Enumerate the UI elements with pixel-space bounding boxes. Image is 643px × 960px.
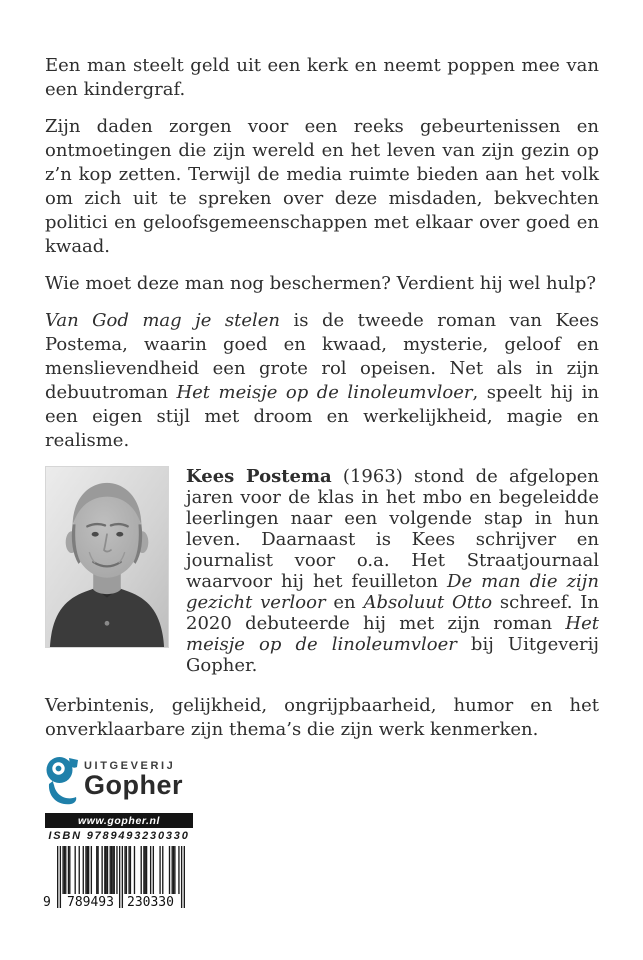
publisher-names <box>84 756 183 801</box>
author-portrait-illustration <box>46 467 168 647</box>
synopsis-paragraph-2: Zijn daden zorgen voor een reeks gebeurtenissen en ontmoetingen die zijn wereld en het leven van zijn gezin op z’n kop zetten. Terwijl de media ruimte bieden aan het volk om zich uit te spreken over deze misdaden, bekvechten politici en geloofsgemeenschappen met elkaar over goed en kwaad. <box>45 116 599 257</box>
barcode-right-digits: 230330 <box>127 895 174 910</box>
synopsis-text: is de tweede roman van Kees Postema, waarin goed en kwaad, mysterie, geloof en menslievendheid een grote rol opeisen. Net als in zijn debuutroman <box>45 310 600 403</box>
author-bio-text <box>186 466 599 676</box>
back-cover-text <box>45 54 599 755</box>
publisher-block <box>45 756 205 922</box>
bio-text: en <box>325 592 364 613</box>
synopsis-paragraph-4 <box>45 309 599 453</box>
synopsis-text: , speelt hij in een eigen stijl met droom en werkelijkheid, magie en realisme. <box>45 382 599 451</box>
feuilleton-title-italic: Absoluut Otto <box>363 592 493 613</box>
publisher-name: Gopher <box>84 770 184 800</box>
feuilleton-title-italic: De man die zijn gezicht verloor <box>186 571 599 613</box>
author-photo <box>45 466 169 648</box>
author-name: Kees Postema <box>186 466 332 487</box>
bio-text: (1963) stond de afgelopen jaren voor de klas in het mbo en begeleidde leerlingen naar een volgende stap in hun leven. Daarnaast is Kees schrijver en journalist voor o.a. Het Straatjournaal waarvoor hij het feuilleton <box>186 466 599 592</box>
publisher-logo <box>45 756 205 808</box>
debut-title-italic: Het meisje op de linoleumvloer <box>176 382 473 403</box>
publisher-website-bar <box>45 813 193 828</box>
publisher-label: UITGEVERIJ <box>84 760 176 772</box>
synopsis-question-line: Wie moet deze man nog beschermen? Verdient hij wel hulp? <box>45 273 597 294</box>
isbn-label: ISBN 9789493230330 <box>48 830 190 842</box>
gopher-g-icon <box>45 756 79 808</box>
debut-title-italic: Het meisje op de linoleumvloer <box>186 613 599 655</box>
barcode <box>43 846 185 922</box>
bio-text: schreef. In 2020 debuteerde hij met zijn roman <box>186 592 599 634</box>
barcode-left-digits: 789493 <box>67 895 114 910</box>
barcode-first-digit: 9 <box>43 895 51 910</box>
author-bio-section <box>45 466 599 676</box>
synopsis-paragraph-1: Een man steelt geld uit een kerk en neemt poppen mee van een kindergraf. <box>45 55 599 100</box>
themes-paragraph: Verbintenis, gelijkheid, ongrijpbaarheid, humor en het onverklaarbare zijn thema’s die zijn werk kenmerken. <box>45 695 599 740</box>
book-title-italic: Van God mag je stelen <box>45 310 281 331</box>
publisher-website: www.gopher.nl <box>77 814 161 827</box>
bio-text: bij Uitgeverij Gopher. <box>186 634 599 676</box>
